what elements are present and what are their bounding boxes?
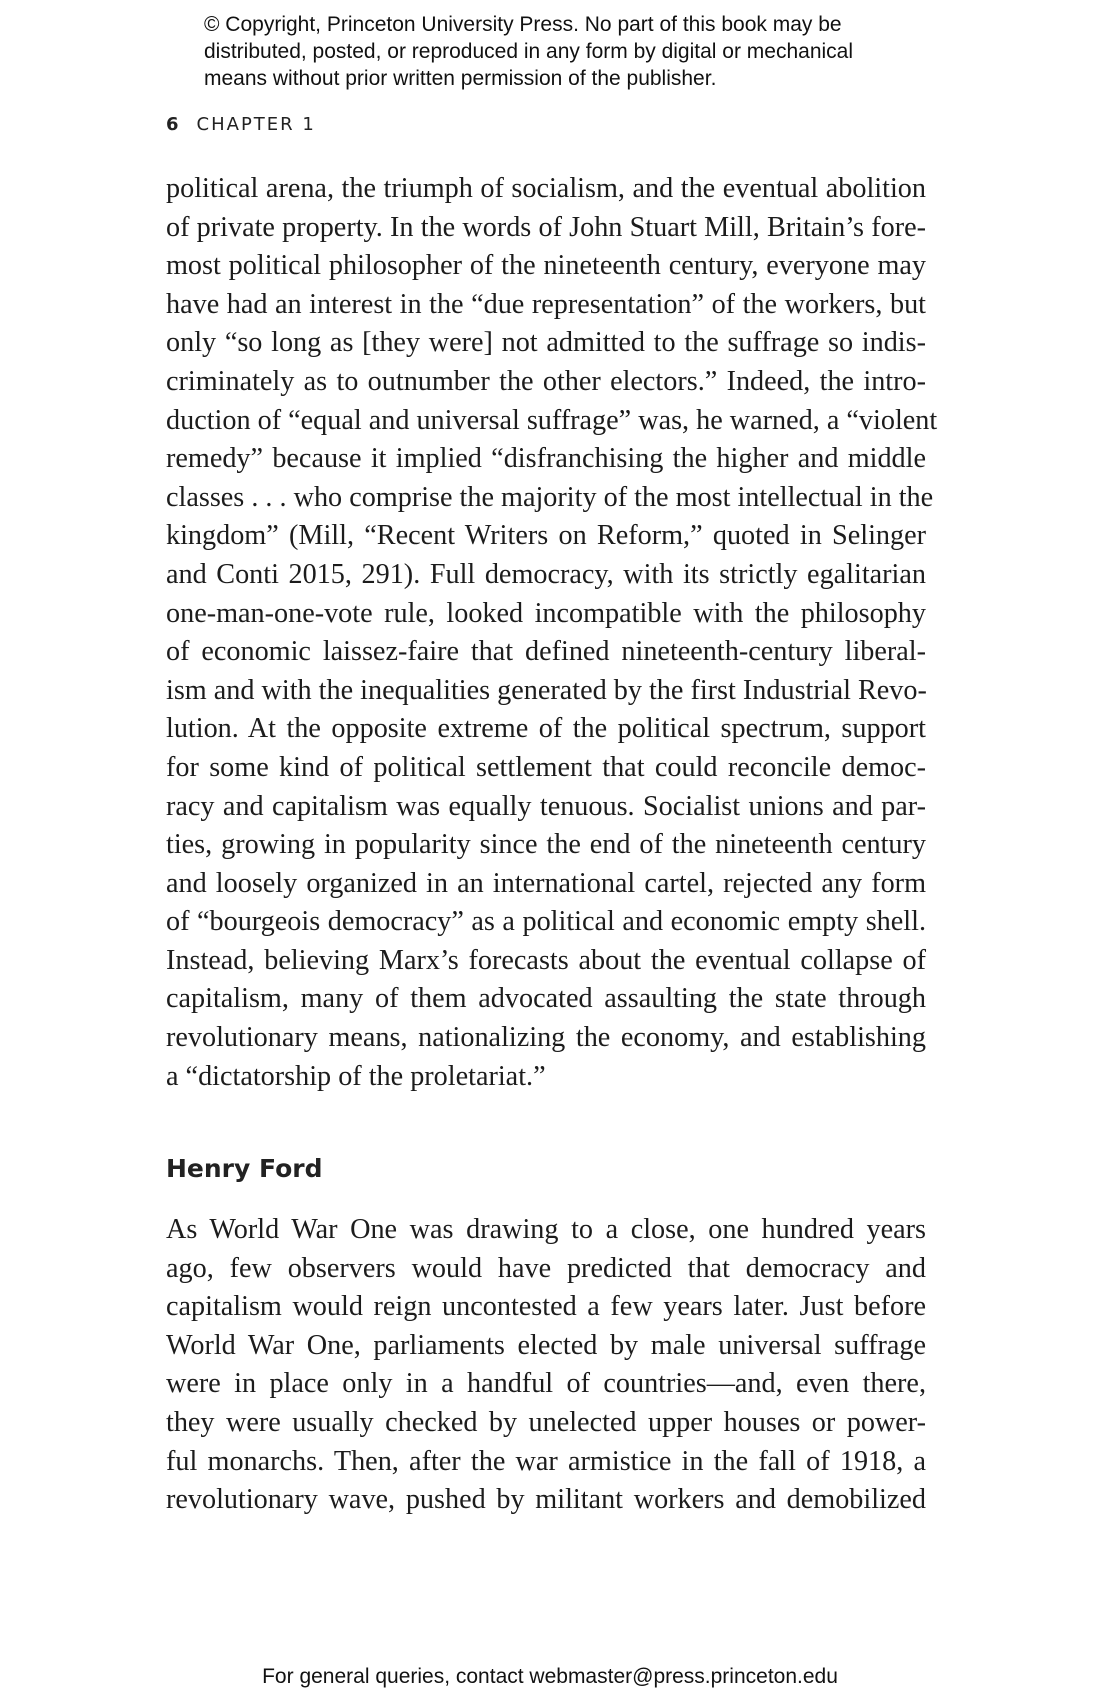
text-line: criminately as to outnumber the other electors.” Indeed, the intro- [166,365,926,397]
text-line: Instead, believing Marx’s forecasts about the eventual collapse of [166,944,926,976]
copyright-line: © Copyright, Princeton University Press. No part of this book may be [204,13,842,36]
text-line: have had an interest in the “due representation” of the workers, but [166,288,926,320]
text-line: ism and with the inequalities generated by the first Industrial Revo- [166,674,927,706]
text-line: As World War One was drawing to a close, one hundred years [166,1214,926,1245]
text-line: political arena, the triumph of socialism, and the eventual abolition [166,173,926,204]
text-line: and Conti 2015, 291). Full democracy, with its strictly egalitarian [166,558,926,590]
text-line: duction of “equal and universal suffrage” was, he warned, a “violent [166,404,938,436]
text-line: ful monarchs. Then, after the war armistice in the fall of 1918, a [166,1445,926,1477]
text-line: World War One, parliaments elected by male universal suffrage [166,1329,926,1361]
text-line: one-man-one-vote rule, looked incompatible with the philosophy [166,597,926,629]
text-line: most political philosopher of the nineteenth century, everyone may [166,250,926,282]
text-line: kingdom” (Mill, “Recent Writers on Reform,” quoted in Selinger [166,520,926,552]
text-line: lution. At the opposite extreme of the political spectrum, support [166,713,926,745]
text-line: remedy” because it implied “disfranchising the higher and middle [166,443,926,475]
text-line: racy and capitalism was equally tenuous. Socialist unions and par- [166,790,926,822]
footer-contact: For general queries, contact webmaster@press.princeton.edu [262,1665,838,1688]
copyright-line: distributed, posted, or reproduced in any form by digital or mechanical [204,40,854,63]
text-line: revolutionary means, nationalizing the economy, and establishing [166,1022,926,1054]
page-number: 6 [166,114,181,135]
text-line: for some kind of political settlement that could reconcile democ- [166,751,926,783]
text-line: ago, few observers would have predicted that democracy and [166,1252,926,1284]
body-paragraph-1 [166,170,938,1096]
text-line: and loosely organized in an international cartel, rejected any form [166,867,926,899]
section-heading: Henry Ford [166,1154,323,1183]
text-line: only “so long as [they were] not admitted to the suffrage so indis- [166,327,926,359]
body-paragraph-2 [166,1211,926,1520]
text-line: were in place only in a handful of countries—and, even there, [166,1368,926,1400]
text-line: revolutionary wave, pushed by militant workers and demobilized [166,1484,926,1516]
text-line: capitalism would reign uncontested a few years later. Just before [166,1291,926,1323]
text-line: of “bourgeois democracy” as a political and economic empty shell. [166,906,926,938]
text-line: classes . . . who comprise the majority of the most intellectual in the [166,481,934,513]
text-line: a “dictatorship of the proletariat.” [166,1060,546,1092]
text-line: of private property. In the words of John Stuart Mill, Britain’s fore- [166,211,926,243]
copyright-notice [204,11,904,92]
text-line: of economic laissez-faire that defined nineteenth-century liberal- [166,636,926,668]
chapter-label: CHAPTER 1 [196,114,316,135]
copyright-line: means without prior written permission of the publisher. [204,67,717,90]
text-line: ties, growing in popularity since the end of the nineteenth century [166,829,926,861]
running-head [166,114,316,135]
text-line: they were usually checked by unelected upper houses or power- [166,1406,926,1438]
text-line: capitalism, many of them advocated assaulting the state through [166,983,926,1015]
